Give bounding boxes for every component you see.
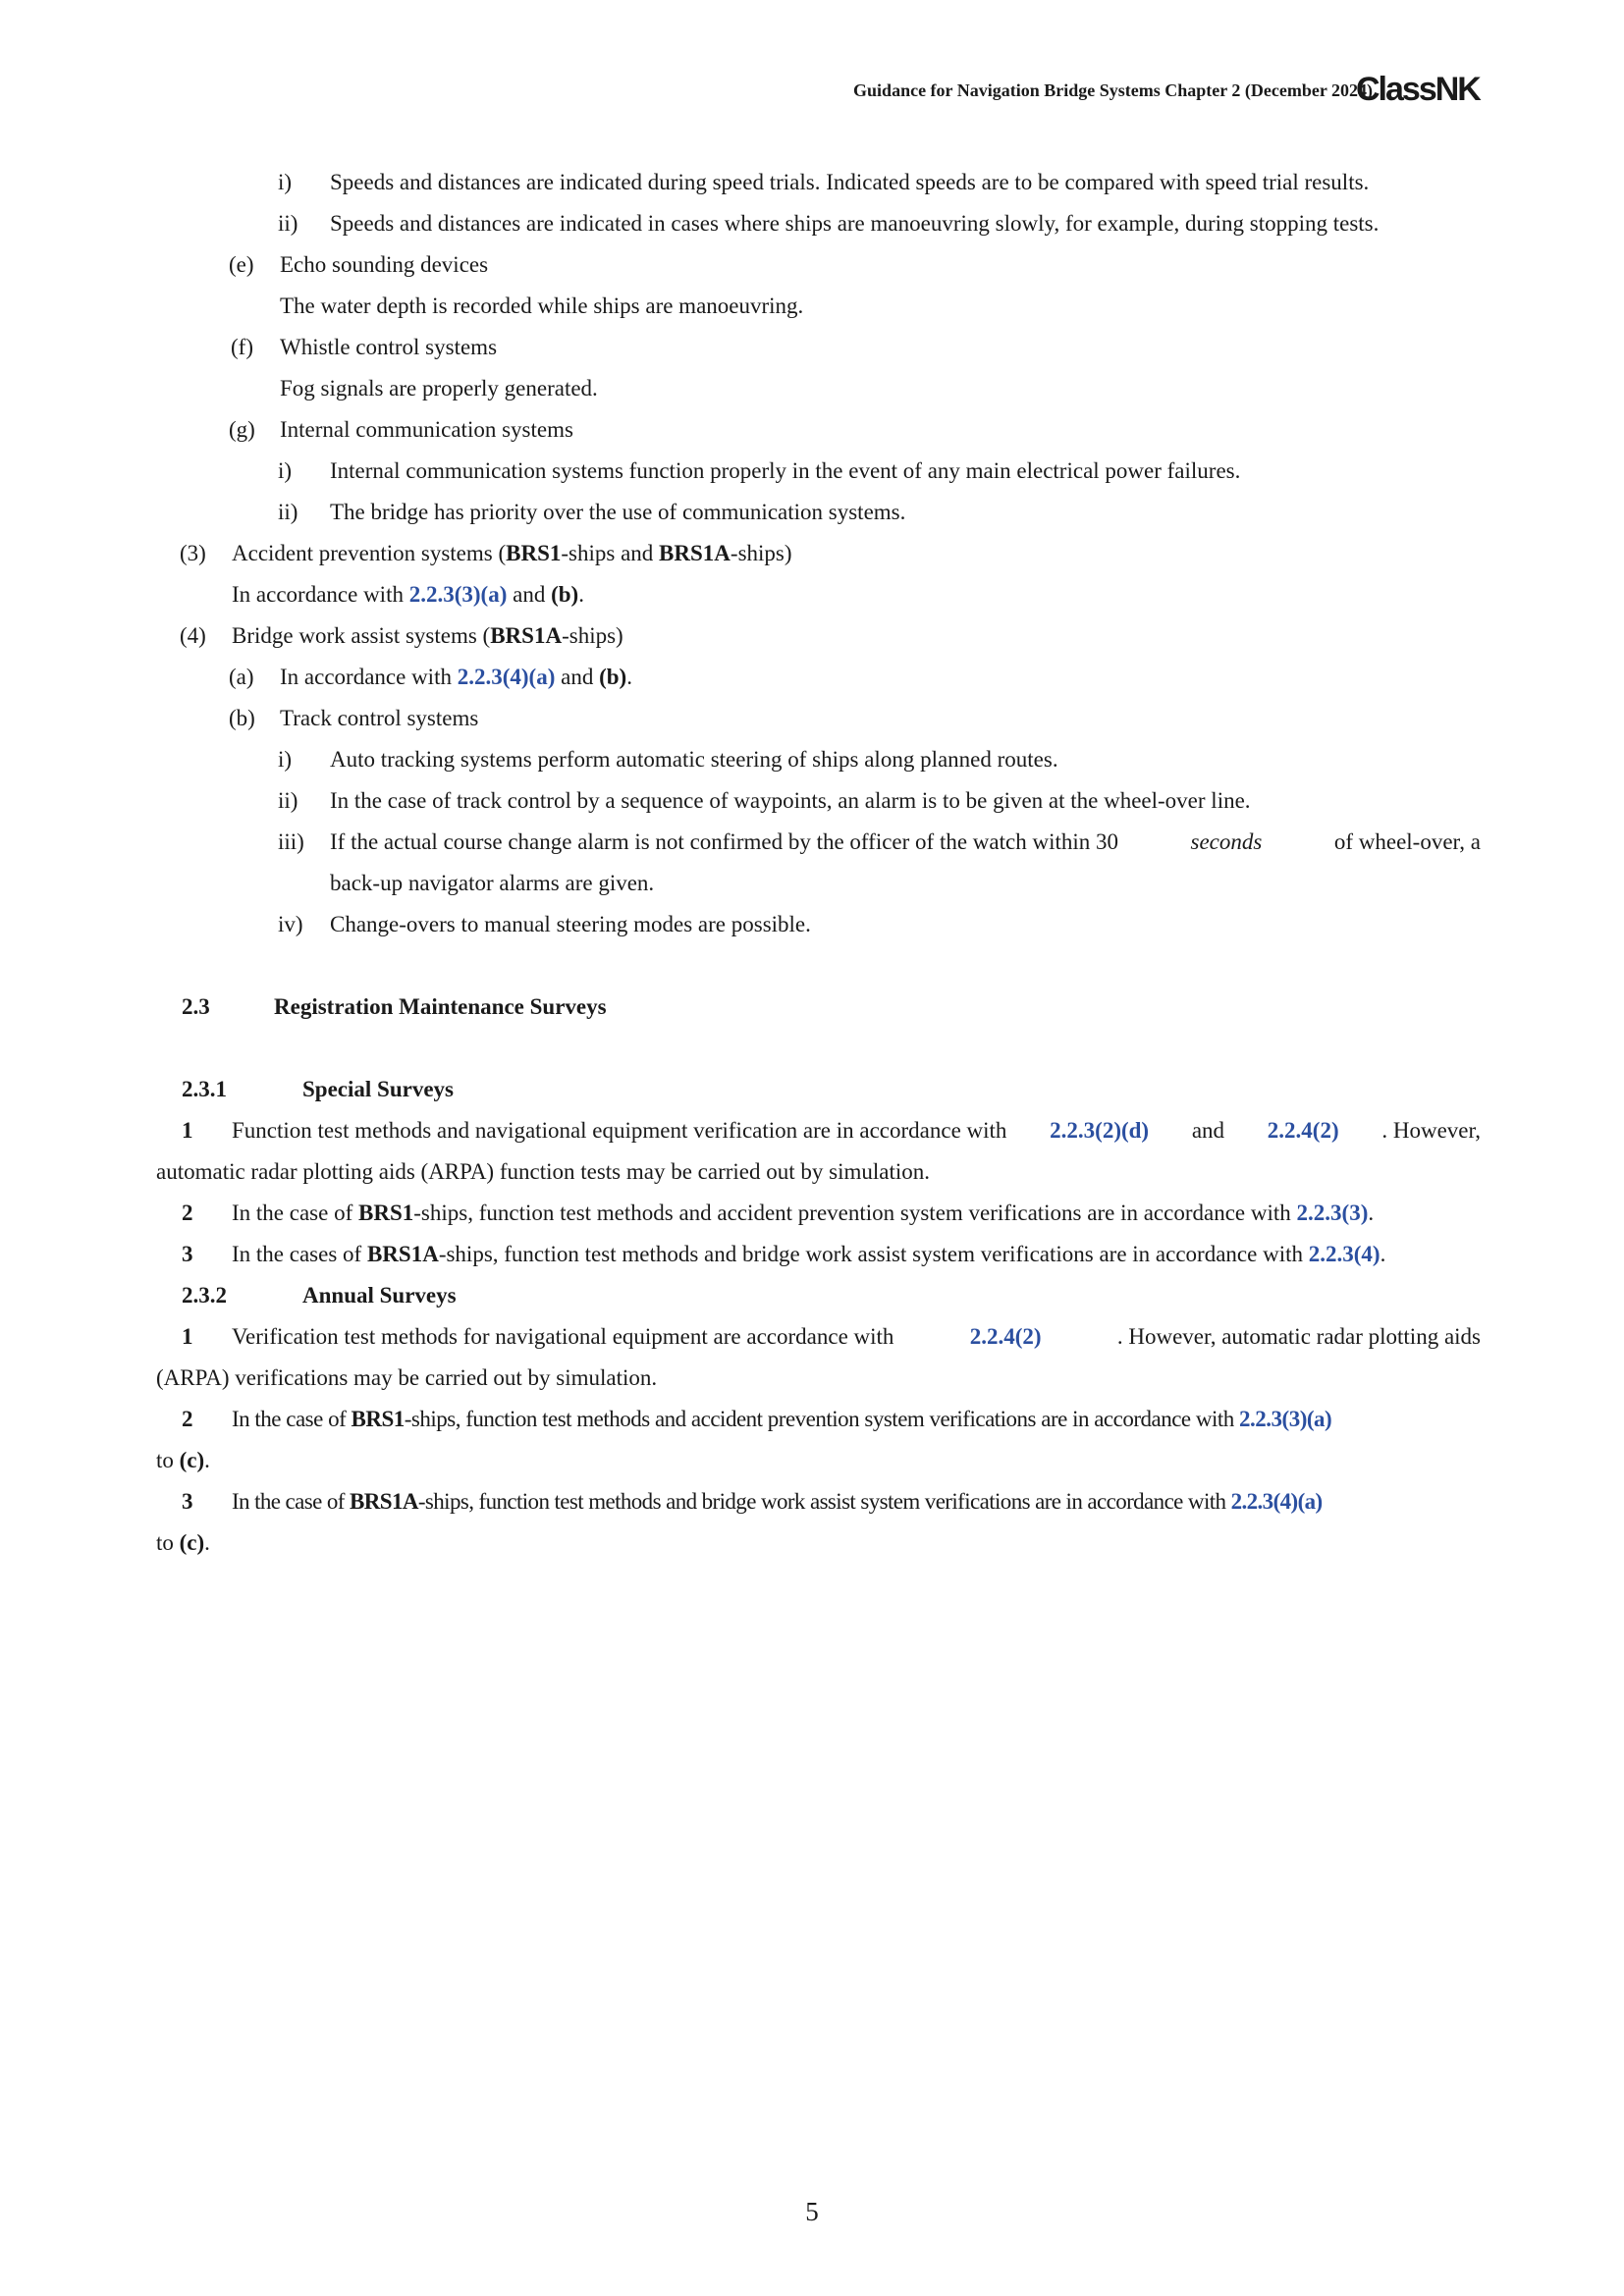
list-item-title: Echo sounding devices xyxy=(280,252,489,277)
list-marker: i) xyxy=(278,170,293,194)
cross-reference-link[interactable]: 2.2.3(4)(a) xyxy=(1230,1489,1323,1514)
list-marker: ii) xyxy=(278,788,298,813)
list-marker: (4) xyxy=(180,623,206,648)
cross-reference-link[interactable]: 2.2.4(2) xyxy=(969,1324,1042,1349)
paragraph: In the case of BRS1-ships, function test methods and accident prevention system verifications are in accordance with 2.2.3(3)(a) xyxy=(232,1407,1332,1431)
list-marker: i) xyxy=(278,458,293,483)
list-item: In accordance with 2.2.3(3)(a) and (b). xyxy=(232,582,584,607)
list-item: The water depth is recorded while ships are manoeuvring. xyxy=(280,294,804,318)
paragraph-number: 3 xyxy=(182,1242,193,1266)
cross-reference-link[interactable]: 2.2.3(3)(a) xyxy=(408,582,508,607)
list-marker: (b) xyxy=(229,706,255,730)
subsection-number: 2.3.1 xyxy=(182,1077,227,1101)
paragraph: Verification test methods for navigational equipment are accordance with 2.2.4(2) . However, automatic radar plotting aids xyxy=(232,1324,1481,1349)
subsection-title: Annual Surveys xyxy=(302,1283,457,1308)
paragraph: In the case of BRS1-ships, function test methods and accident prevention system verifications are in accordance with 2.2.3(3). xyxy=(232,1201,1375,1225)
cross-reference-link[interactable]: 2.2.4(2) xyxy=(1267,1118,1339,1143)
cross-reference-link[interactable]: 2.2.3(2)(d) xyxy=(1050,1118,1150,1143)
paragraph: In the case of BRS1A-ships, function test methods and bridge work assist system verifications are in accordance with 2.2.3(4)(a) xyxy=(232,1489,1323,1514)
list-item: If the actual course change alarm is not confirmed by the officer of the watch within 30 seconds of wheel-over, a xyxy=(330,829,1481,854)
list-marker: (e) xyxy=(229,252,254,277)
list-item: In the case of track control by a sequence of waypoints, an alarm is to be given at the wheel-over line. xyxy=(330,788,1251,813)
list-marker: iv) xyxy=(278,912,303,936)
classnk-logo: ClassNK xyxy=(1356,71,1480,108)
list-item: Change-overs to manual steering modes are possible. xyxy=(330,912,811,936)
paragraph-number: 1 xyxy=(182,1118,193,1143)
list-item-title: Accident prevention systems (BRS1-ships and BRS1A-ships) xyxy=(232,541,792,565)
subsection-number: 2.3.2 xyxy=(182,1283,227,1308)
list-item: Auto tracking systems perform automatic steering of ships along planned routes. xyxy=(330,747,1058,772)
list-item: Fog signals are properly generated. xyxy=(280,376,598,400)
subsection-title: Special Surveys xyxy=(302,1077,454,1101)
cross-reference-link[interactable]: 2.2.3(3) xyxy=(1296,1201,1369,1225)
list-item: In accordance with 2.2.3(4)(a) and (b). xyxy=(280,665,632,689)
section-title: Registration Maintenance Surveys xyxy=(274,994,607,1019)
paragraph-continuation: automatic radar plotting aids (ARPA) function tests may be carried out by simulation. xyxy=(156,1159,931,1184)
list-marker: (f) xyxy=(231,335,253,359)
list-item-title: Internal communication systems xyxy=(280,417,573,442)
paragraph-continuation: to (c). xyxy=(156,1530,210,1555)
paragraph-number: 3 xyxy=(182,1489,193,1514)
list-item-continuation: back-up navigator alarms are given. xyxy=(330,871,655,895)
list-marker: ii) xyxy=(278,211,298,236)
cross-reference-link[interactable]: 2.2.3(3)(a) xyxy=(1239,1407,1332,1431)
page-number: 5 xyxy=(805,2197,819,2226)
list-marker: (g) xyxy=(229,417,255,442)
list-item: The bridge has priority over the use of communication systems. xyxy=(330,500,906,524)
running-header: Guidance for Navigation Bridge Systems Chapter 2 (December 2024) xyxy=(853,80,1373,100)
list-marker: (3) xyxy=(180,541,206,565)
list-marker: i) xyxy=(278,747,293,772)
cross-reference-link[interactable]: 2.2.3(4)(a) xyxy=(457,665,556,689)
paragraph-number: 2 xyxy=(182,1407,193,1431)
list-item-title: Track control systems xyxy=(280,706,479,730)
list-item: Speeds and distances are indicated in cases where ships are manoeuvring slowly, for example, during stopping tests. xyxy=(330,211,1380,236)
paragraph-number: 2 xyxy=(182,1201,193,1225)
list-marker: iii) xyxy=(278,829,304,854)
list-item: Speeds and distances are indicated during speed trials. Indicated speeds are to be compared with speed trial results. xyxy=(330,170,1370,194)
paragraph: In the cases of BRS1A-ships, function test methods and bridge work assist system verifications are in accordance with 2.2.3(4). xyxy=(232,1242,1386,1266)
paragraph-continuation: to (c). xyxy=(156,1448,210,1472)
list-item: Internal communication systems function properly in the event of any main electrical power failures. xyxy=(330,458,1241,483)
paragraph-continuation: (ARPA) verifications may be carried out by simulation. xyxy=(156,1365,658,1390)
list-item-title: Bridge work assist systems (BRS1A-ships) xyxy=(232,623,623,648)
list-marker: (a) xyxy=(229,665,254,689)
list-item-title: Whistle control systems xyxy=(280,335,498,359)
section-number: 2.3 xyxy=(182,994,210,1019)
paragraph-number: 1 xyxy=(182,1324,193,1349)
paragraph: Function test methods and navigational equipment verification are in accordance with 2.2.3(2)(d) and 2.2.4(2) . However, xyxy=(232,1118,1481,1143)
cross-reference-link[interactable]: 2.2.3(4) xyxy=(1308,1242,1380,1266)
list-marker: ii) xyxy=(278,500,298,524)
